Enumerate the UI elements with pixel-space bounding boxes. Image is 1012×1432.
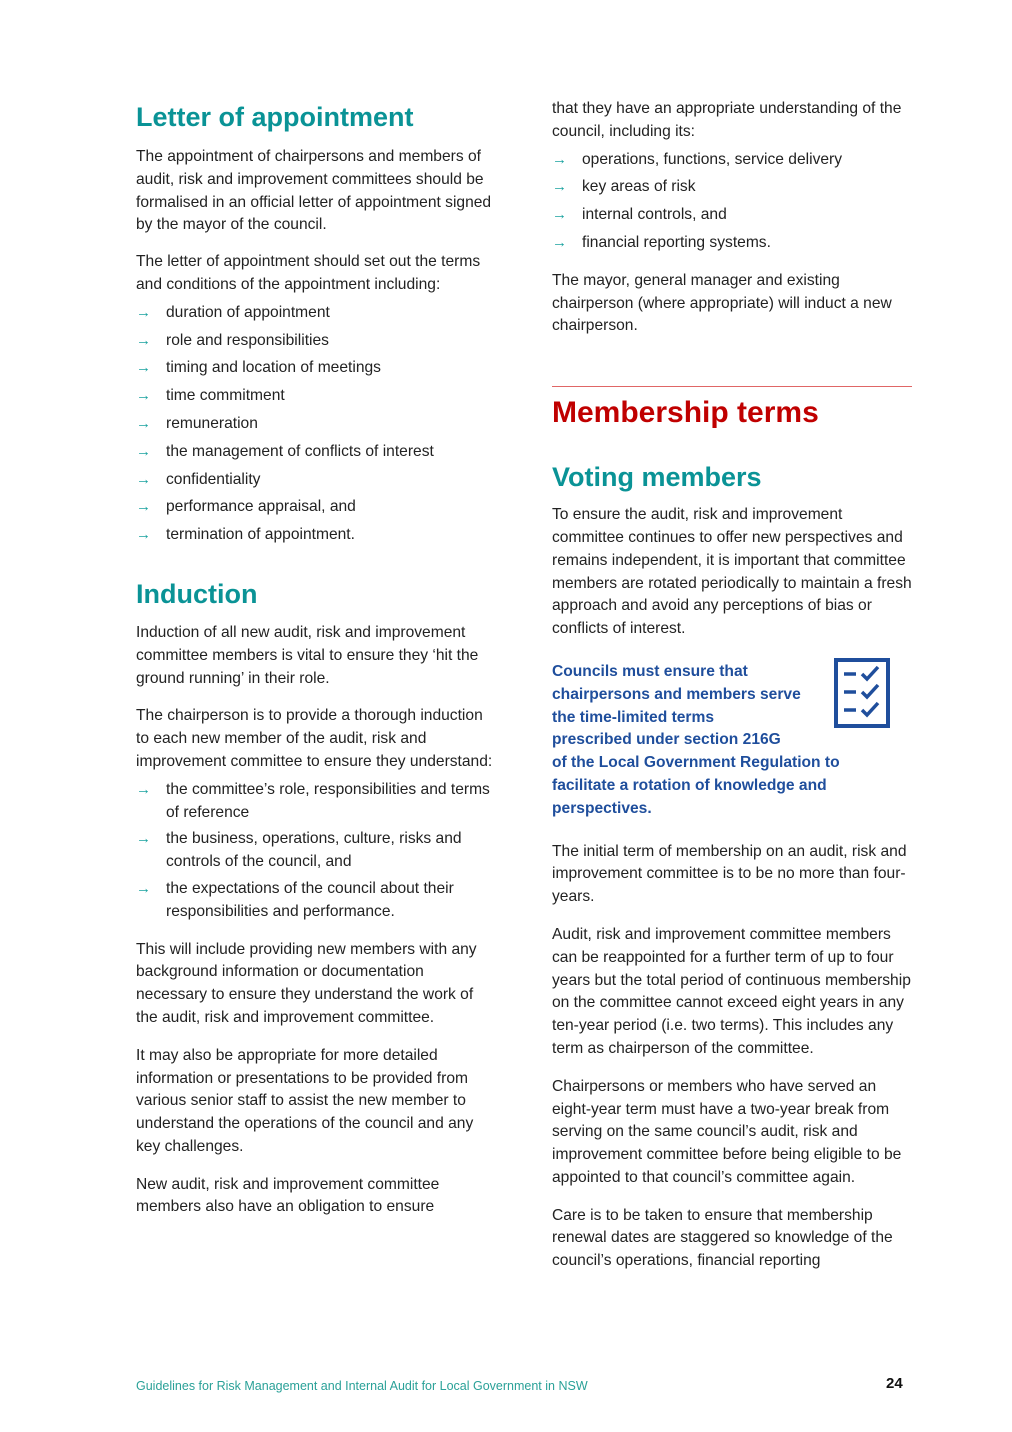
letter-para-1: The appointment of chairpersons and members of audit, risk and improvement committees should be formalised in an official letter of appointment signed by the mayor of the council. [136, 148, 492, 234]
continued-para-2: The mayor, general manager and existing chairperson (where appropriate) will induct a new chairperson. [552, 271, 892, 335]
arrow-icon: → [136, 303, 151, 321]
list-item: → the management of conflicts of interest [136, 441, 496, 464]
callout-line: Councils must ensure that [552, 662, 748, 680]
left-column [136, 0, 496, 1219]
callout-line: facilitate a rotation of knowledge and [552, 776, 827, 794]
list-item: → the committee’s role, responsibilities and terms of reference [136, 780, 490, 821]
list-item: → the business, operations, culture, risks and controls of the council, and [136, 830, 462, 871]
section-divider [552, 386, 912, 387]
list-item: → remuneration [136, 413, 496, 436]
list-item: → time commitment [136, 385, 496, 408]
membership-terms-heading: Membership terms [552, 396, 819, 430]
arrow-icon: → [136, 879, 151, 897]
callout-box [552, 661, 912, 821]
arrow-icon: → [552, 206, 567, 224]
arrow-icon: → [136, 498, 151, 516]
arrow-icon: → [136, 470, 151, 488]
arrow-icon: → [552, 233, 567, 251]
callout-line: the time-limited terms [552, 708, 715, 726]
voting-para-2: The initial term of membership on an audit, risk and improvement committee is to be no more than four-years. [552, 842, 907, 906]
letter-of-appointment-heading: Letter of appointment [136, 102, 414, 132]
arrow-icon: → [552, 150, 567, 168]
list-item: → key areas of risk [552, 176, 912, 199]
induction-heading: Induction [136, 578, 258, 609]
arrow-icon: → [136, 780, 151, 798]
list-item: → confidentiality [136, 469, 496, 492]
voting-members-heading: Voting members [552, 462, 762, 493]
letter-para-2: The letter of appointment should set out the terms and conditions of the appointment including: [136, 253, 481, 293]
right-column [552, 0, 912, 1273]
list-item: → operations, functions, service delivery [552, 149, 912, 172]
callout-line: perspectives. [552, 799, 652, 817]
list-item: → the expectations of the council about their responsibilities and performance. [136, 879, 454, 920]
arrow-icon: → [136, 526, 151, 544]
checklist-icon [834, 658, 890, 728]
arrow-icon: → [552, 178, 567, 196]
list-item: → internal controls, and [552, 204, 912, 227]
callout-line: prescribed under section 216G [552, 731, 781, 749]
callout-line: chairpersons and members serve [552, 685, 801, 703]
voting-para-4: Chairpersons or members who have served an eight-year term must have a two-year break from serving on the same council’s audit, risk and improvement committee before being eligible to be appointed to that council’s committee again. [552, 1077, 902, 1186]
induction-para-1: Induction of all new audit, risk and improvement committee members is vital to ensure they ‘hit the ground running’ in their role. [136, 623, 479, 687]
continued-para-1: that they have an appropriate understanding of the council, including its: [552, 100, 902, 140]
voting-para-1: To ensure the audit, risk and improvement committee continues to offer new perspectives and remains independent, it is important that committee members are rotated periodically to maintain a fresh approach and avoid any perceptions of bias or conflicts of interest. [552, 506, 912, 638]
arrow-icon: → [136, 442, 151, 460]
arrow-icon: → [136, 331, 151, 349]
voting-para-5: Care is to be taken to ensure that membership renewal dates are staggered so knowledge of the council’s operations, financial reporting [552, 1206, 893, 1270]
induction-para-2: The chairperson is to provide a thorough induction to each new member of the audit, risk and improvement committee to ensure they understand: [136, 707, 493, 770]
callout-line: of the Local Government Regulation to [552, 754, 840, 772]
appointment-terms-list [136, 302, 496, 547]
arrow-icon: → [136, 414, 151, 432]
arrow-icon: → [136, 830, 151, 848]
list-item: → timing and location of meetings [136, 357, 496, 380]
induction-para-3: This will include providing new members with any background information or documentation necessary to ensure they understand the work of the audit, risk and improvement committee. [136, 940, 477, 1026]
page-number: 24 [886, 1375, 903, 1392]
arrow-icon: → [136, 387, 151, 405]
induction-list [136, 779, 496, 924]
list-item: → performance appraisal, and [136, 496, 496, 519]
induction-para-4: It may also be appropriate for more detailed information or presentations to be provided from various senior staff to assist the new member to understand the operations of the council and any key challenges. [136, 1046, 474, 1155]
voting-para-3: Audit, risk and improvement committee members can be reappointed for a further term of up to four years but the total period of continuous membership on the committee cannot exceed eight years in any ten-year period (i.e. two terms). This includes any term as chairperson of the committee. [552, 925, 911, 1057]
list-item: → duration of appointment [136, 302, 496, 325]
footer-title: Guidelines for Risk Management and Internal Audit for Local Government in NSW [136, 1379, 588, 1393]
understanding-list [552, 149, 912, 255]
list-item: → role and responsibilities [136, 330, 496, 353]
induction-para-5: New audit, risk and improvement committee members also have an obligation to ensure [136, 1175, 440, 1216]
list-item: → termination of appointment. [136, 524, 496, 547]
arrow-icon: → [136, 359, 151, 377]
list-item: → financial reporting systems. [552, 232, 912, 255]
